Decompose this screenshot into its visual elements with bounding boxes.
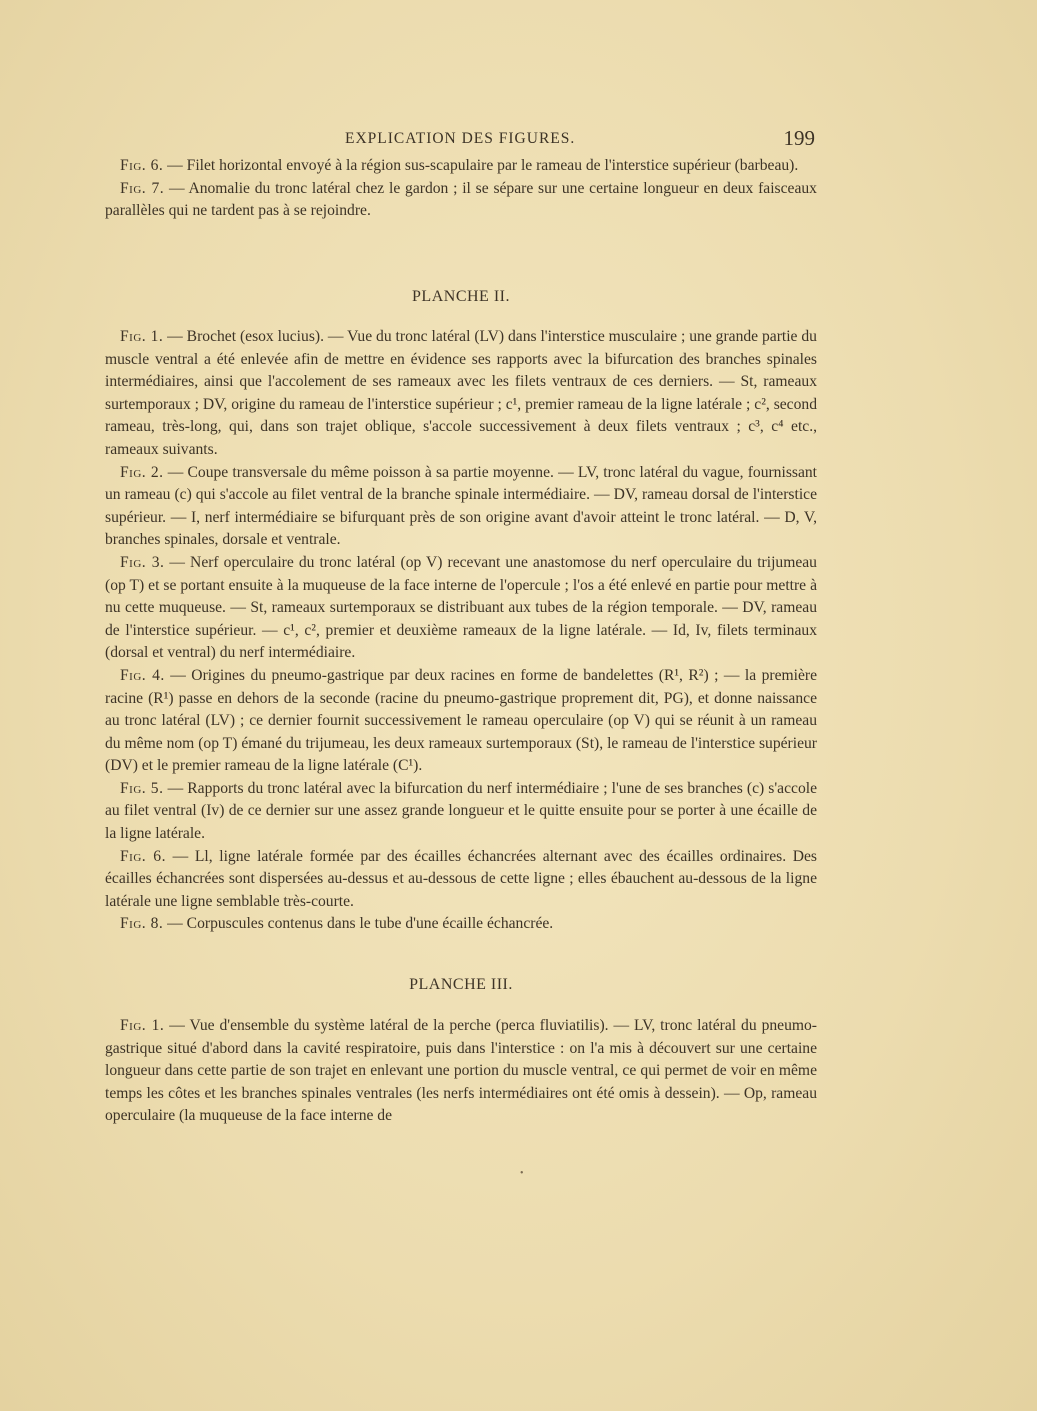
paragraph-fig3 [105, 552, 817, 665]
paragraph-fig7 [105, 178, 817, 223]
page-header [105, 128, 815, 156]
planche-iii-title: PLANCHE III. [409, 976, 513, 993]
paragraph-fig2 [105, 462, 817, 552]
figure-label: Fig. 8. [120, 915, 164, 933]
planche-iii-section [105, 1015, 817, 1128]
figure-label: Fig. 2. [120, 463, 164, 481]
figure-label: Fig. 5. [120, 779, 164, 797]
paragraph-text: — Brochet (esox lucius). — Vue du tronc latéral (LV) dans l'interstice musculaire ; une grande partie du muscle ventral a été enlevée afin de mettre en évidence ses rapports avec la bifurcation des branches spinales intermédiaires, ainsi que l'accolement de ses rameaux avec les filets ventraux de ces derniers. — St, rameaux surtemporaux ; DV, origine du rameau de l'interstice supérieur ; c¹, premier rameau de la ligne latérale ; c², second rameau, très-long, qui, dans son trajet oblique, s'accole successivement à deux filets ventraux ; c³, c⁴ etc., rameaux suivants. [105, 328, 817, 458]
paragraph-fig8 [105, 913, 817, 936]
planche-ii-section [105, 326, 817, 936]
paragraph-text: — Coupe transversale du même poisson à sa partie moyenne. — LV, tronc latéral du vague, fournissant un rameau (c) qui s'accole au filet ventral de la branche spinale intermédiaire. — DV, rameau dorsal de l'interstice supérieur. — I, nerf intermédiaire se bifurquant près de son origine avant d'avoir atteint le tronc latéral. — D, V, branches spinales, dorsale et ventrale. [105, 463, 818, 549]
ink-speck: • [520, 1168, 524, 1179]
figure-label: Fig. 7. [120, 179, 165, 197]
paragraph-text: — Corpuscules contenus dans le tube d'une écaille échancrée. [163, 915, 554, 933]
planche-ii-title: PLANCHE II. [412, 288, 510, 305]
paragraph-fig6 [105, 846, 817, 914]
paragraph-fig4 [105, 665, 817, 778]
paragraph-text: — Filet horizontal envoyé à la région sus-scapulaire par le rameau de l'interstice supérieur (barbeau). [163, 157, 799, 174]
running-title: EXPLICATION DES FIGURES. [345, 130, 576, 147]
paragraph-text: — Ll, ligne latérale formée par des écailles échancrées alternant avec des écailles ordinaires. Des écailles échancrées sont dispersées au-dessus et au-dessous de cette ligne ; elles ébauchent au-dessous de la ligne latérale une ligne semblable très-courte. [105, 847, 818, 910]
figure-label: Fig. 1. [120, 328, 164, 345]
paragraph-fig1 [105, 326, 817, 462]
figure-label: Fig. 6. [120, 157, 164, 174]
paragraph-text: — Nerf operculaire du tronc latéral (op V) recevant une anastomose du nerf operculaire du trijumeau (op T) et se portant ensuite à la muqueuse de la face interne de l'opercule ; l'os a été enlevé en partie pour mettre à nu cette muqueuse. — St, rameaux surtemporaux se distribuant aux tubes de la région temporale. — DV, rameau de l'interstice supérieur. — c¹, c², premier et deuxième rameaux de la ligne latérale. — Id, Iv, filets terminaux (dorsal et ventral) du nerf intermédiaire. [105, 553, 817, 662]
figure-label: Fig. 1. [120, 1017, 165, 1034]
paragraph-fig6 [105, 155, 817, 178]
paragraph-text: — Vue d'ensemble du système latéral de la perche (perca fluviatilis). — LV, tronc latéral du pneumo-gastrique situé d'abord dans la cavité respiratoire, puis dans l'interstice : on l'a mis à découvert sur une certaine longueur dans cette partie de son trajet en enlevant une portion du muscle ventral, ce qui permet de voir en même temps les côtes et les branches spinales ventrales (les nerfs intermédiaires ont été omis à dessein). — Op, rameau operculaire (la muqueuse de la face interne de [105, 1017, 817, 1125]
paragraph-text: — Anomalie du tronc latéral chez le gardon ; il se sépare sur une certaine longueur en deux faisceaux parallèles qui ne tardent pas à se rejoindre. [105, 179, 817, 220]
top-section [105, 155, 817, 223]
paragraph-fig5 [105, 778, 817, 846]
figure-label: Fig. 6. [120, 847, 167, 865]
paragraph-text: — Origines du pneumo-gastrique par deux racines en forme de bandelettes (R¹, R²) ; — la première racine (R¹) passe en dehors de la seconde (racine du pneumo-gastrique proprement dit, PG), et donne naissance au tronc latéral (LV) ; ce dernier fournit successivement le rameau operculaire (op V) qui se réunit à un rameau du même nom (op T) émané du trijumeau, les deux rameaux surtemporaux (St), le rameau de l'interstice supérieur (DV) et le premier rameau de la ligne latérale (C¹). [105, 666, 818, 775]
paragraph-text: — Rapports du tronc latéral avec la bifurcation du nerf intermédiaire ; l'une de ses branches (c) s'accole au filet ventral (Iv) de ce dernier sur une assez grande longueur et le quitte ensuite pour se porter à une écaille de la ligne latérale. [105, 779, 818, 843]
page-number: 199 [783, 126, 815, 150]
figure-label: Fig. 3. [120, 553, 165, 571]
figure-label: Fig. 4. [120, 666, 165, 684]
paragraph-fig1 [105, 1015, 817, 1128]
